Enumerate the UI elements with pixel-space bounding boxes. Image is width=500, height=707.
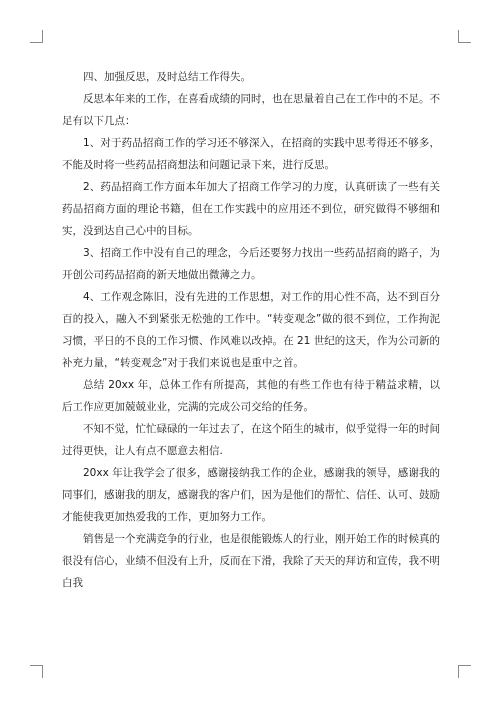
section-heading: 四、加强反思，及时总结工作得失。 — [83, 71, 251, 83]
paragraph-summary: 总结 20xx 年，总体工作有所提高，其他的有些工作也有待于精益求精，以后工作应更加兢兢业业，完满的完成公司交给的任务。 — [62, 379, 440, 413]
paragraph-reflection-intro: 反思本年来的工作，在喜看成绩的同时，也在思量着自己在工作中的不足。不足有以下几点： — [62, 93, 440, 127]
crop-mark-bottom-right — [458, 665, 471, 678]
paragraph-sales: 销售是一个充满竞争的行业，也是很能锻炼人的行业，刚开始工作的时候真的很没有信心，业绩不但没有上升，反而在下滑，我除了天天的拜访和宣传，我不明白我 — [62, 533, 440, 589]
crop-mark-top-left — [30, 30, 43, 43]
paragraph-point-4: 4、工作观念陈旧，没有先进的工作思想，对工作的用心性不高，达不到百分百的投入，融入不到紧张无松弛的工作中。“转变观念”做的很不到位，工作拘泥习惯，平日的不良的工作习惯、作风难以改掉。在 21 世纪的这天，作为公司新的补充力量，“转变观念”对于我们来说也是重中之首。 — [62, 291, 440, 369]
paragraph-point-1: 1、对于药品招商工作的学习还不够深入，在招商的实践中思考得还不够多，不能及时将一些药品招商想法和问题记录下来，进行反思。 — [62, 137, 440, 171]
paragraph-point-2: 2、药品招商工作方面本年加大了招商工作学习的力度，认真研读了一些有关药品招商方面的理论书籍，但在工作实践中的应用还不到位，研究做得不够细和实，没到达自己心中的目标。 — [62, 181, 440, 237]
paragraph-thanks: 20xx 年让我学会了很多，感谢接纳我工作的企业，感谢我的领导，感谢我的同事们，感谢我的朋友，感谢我的客户们，因为是他们的帮忙、信任、认可、鼓励才能使我更加热爱我的工作，更加努力工作。 — [62, 467, 440, 523]
paragraph-year-passed: 不知不觉，忙忙碌碌的一年过去了，在这个陌生的城市，似乎觉得一年的时间过得更快，让人有点不愿意去相信. — [62, 423, 440, 457]
paragraph-point-3: 3、招商工作中没有自己的理念，今后还要努力找出一些药品招商的路子，为开创公司药品招商的新天地做出微薄之力。 — [62, 247, 440, 281]
document-body — [62, 66, 440, 594]
crop-mark-top-right — [458, 30, 471, 43]
crop-mark-bottom-left — [30, 665, 43, 678]
